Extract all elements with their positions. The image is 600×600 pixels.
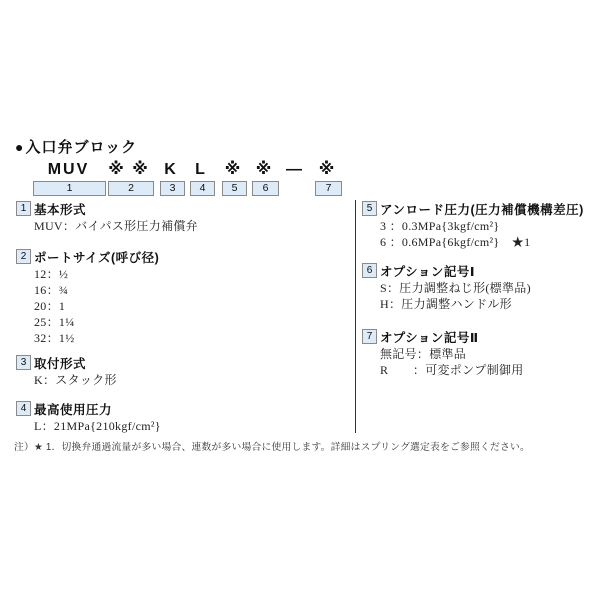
model-code-segment-wildcard-3: ※	[224, 161, 243, 178]
section-2-marker: 2	[16, 249, 31, 264]
section-1-title: 基本形式	[34, 203, 87, 217]
model-code-dash: —	[286, 161, 304, 178]
footnote: 注）★ 1．切換弁通過流量が多い場合、連数が多い場合に使用します。詳細はスプリング選定表をご参照ください。	[14, 442, 531, 453]
column-divider	[355, 200, 356, 433]
section-3-line: K：スタック形	[34, 373, 117, 387]
section-6-title: オプション記号Ⅰ	[380, 265, 476, 279]
section-7-title: オプション記号Ⅱ	[380, 331, 479, 345]
page-title	[15, 136, 137, 157]
section-2-title: ポートサイズ(呼び径)	[34, 251, 160, 265]
section-2-line: 16：¾	[34, 283, 69, 297]
section-2-line: 25：1¼	[34, 315, 75, 329]
section-6-line: S：圧力調整ねじ形(標準品)	[380, 281, 531, 295]
code-position-box-5: 5	[222, 181, 247, 196]
section-7-marker: 7	[362, 329, 377, 344]
model-code-segment-wildcard-2: ※	[132, 161, 150, 178]
section-6-marker: 6	[362, 263, 377, 278]
section-5-marker: 5	[362, 201, 377, 216]
section-5-line: 6 ：0.6MPa{6kgf/cm²} ★1	[380, 235, 531, 249]
section-5-line: 3 ：0.3MPa{3kgf/cm²}	[380, 219, 500, 233]
section-4-title: 最高使用圧力	[34, 403, 113, 417]
model-code-segment-wildcard-5: ※	[318, 161, 337, 178]
section-2-line: 20：1	[34, 299, 66, 313]
section-7-line: R ：可変ポンプ制御用	[380, 363, 524, 377]
section-3-marker: 3	[16, 355, 31, 370]
model-code-segment-muv: MUV	[47, 161, 90, 178]
section-4-marker: 4	[16, 401, 31, 416]
section-1-line: MUV：バイパス形圧力補償弁	[34, 219, 198, 233]
code-position-box-1: 1	[33, 181, 106, 196]
section-6-line: H：圧力調整ハンドル形	[380, 297, 512, 311]
section-5-title: アンロード圧力(圧力補償機構差圧)	[380, 203, 584, 217]
section-2-line: 32：1½	[34, 331, 75, 345]
section-4-line: L：21MPa{210kgf/cm²}	[34, 419, 161, 433]
section-2-line: 12：½	[34, 267, 69, 281]
section-7-line: 無記号：標準品	[380, 347, 467, 361]
code-position-box-6: 6	[252, 181, 279, 196]
model-code-segment-l: L	[195, 161, 207, 178]
bullet-icon: ●	[15, 139, 25, 155]
code-position-box-4: 4	[190, 181, 215, 196]
model-code-segment-k: K	[164, 161, 178, 178]
model-code-segment-wildcard-4: ※	[255, 161, 274, 178]
section-3-title: 取付形式	[34, 357, 87, 371]
code-position-box-3: 3	[160, 181, 185, 196]
model-code-segment-wildcard-1: ※	[108, 161, 126, 178]
section-1-marker: 1	[16, 201, 31, 216]
page-title-text: 入口弁ブロック	[25, 139, 138, 156]
code-position-box-7: 7	[315, 181, 342, 196]
code-position-box-2: 2	[108, 181, 154, 196]
